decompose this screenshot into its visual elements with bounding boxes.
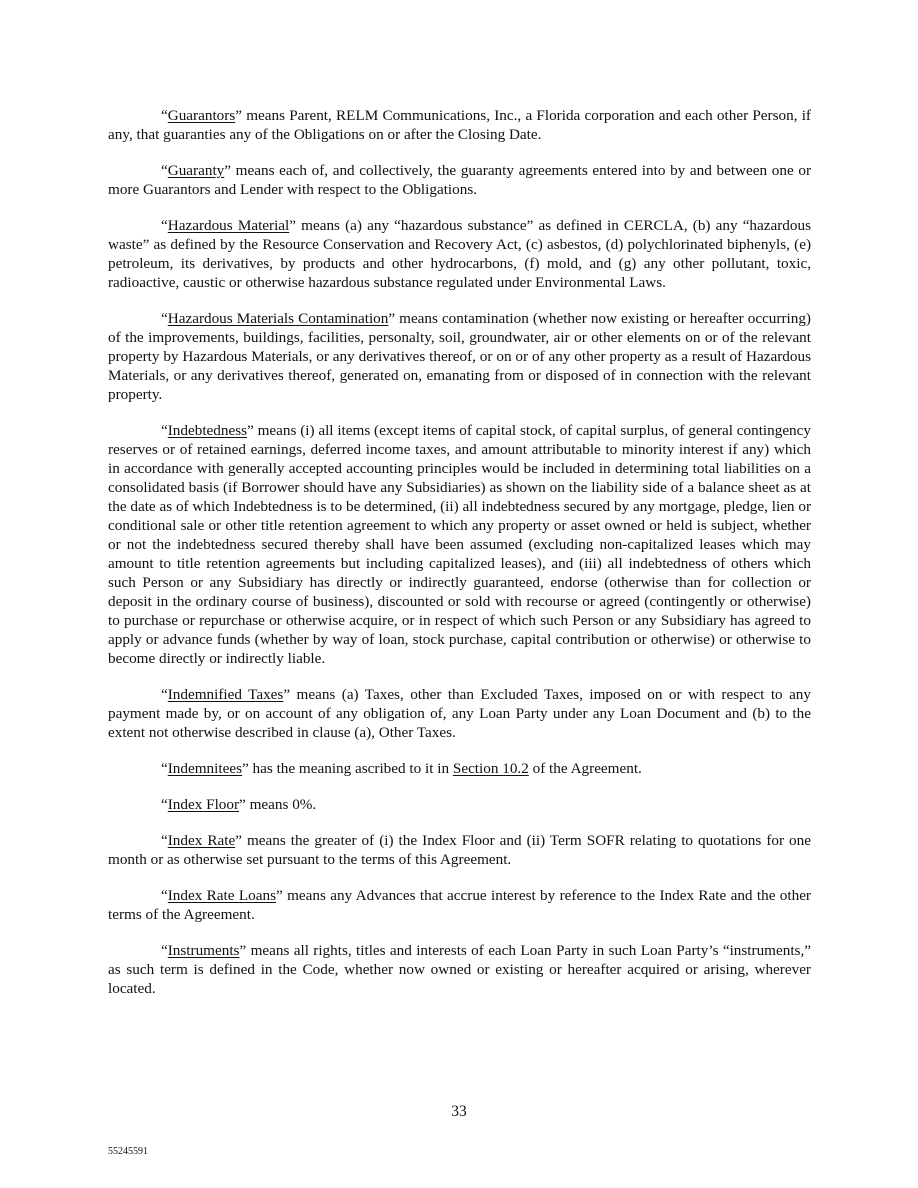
definition-text: means each of, and collectively, the guaranty agreements entered into by and between one or more Guarantors and Lender with respect to the Obligations. — [108, 162, 811, 198]
definition-guaranty: “Guaranty” means each of, and collectively, the guaranty agreements entered into by and between one or more Guarantors and Lender with respect to the Obligations. — [108, 162, 811, 198]
defined-term: Indebtedness — [167, 422, 248, 439]
definition-text: means the greater of (i) the Index Floor and (ii) Term SOFR relating to quotations for one month or as otherwise set pursuant to the terms of this Agreement. — [108, 832, 811, 868]
definition-index-rate: “Index Rate” means the greater of (i) the Index Floor and (ii) Term SOFR relating to quotations for one month or as otherwise set pursuant to the terms of this Agreement. — [108, 832, 811, 868]
defined-term: Indemnified Taxes — [167, 686, 284, 703]
defined-term: Guarantors — [167, 107, 236, 124]
definition-indemnified-taxes: “Indemnified Taxes” means (a) Taxes, other than Excluded Taxes, imposed on or with respect to any payment made by, or on account of any obligation of, any Loan Party under any Loan Document and (b) to the extent not otherwise described in clause (a), Other Taxes. — [108, 686, 811, 741]
defined-term: Index Rate Loans — [167, 887, 276, 904]
definition-index-rate-loans: “Index Rate Loans” means any Advances that accrue interest by reference to the Index Rate and the other terms of the Agreement. — [108, 887, 811, 923]
definition-text: has the meaning ascribed to it in — [248, 760, 453, 777]
definition-text-after: of the Agreement. — [528, 760, 642, 777]
definition-text: means (a) Taxes, other than Excluded Taxes, imposed on or with respect to any payment made by, or on account of any obligation of, any Loan Party under any Loan Document and (b) to the extent not otherwise described in clause (a), Other Taxes. — [108, 686, 811, 741]
defined-term: Indemnitees — [167, 760, 242, 777]
section-reference-link[interactable]: Section 10.2 — [452, 760, 529, 777]
definition-hazardous-material: “Hazardous Material” means (a) any “hazardous substance” as defined in CERCLA, (b) any “hazardous waste” as defined by the Resource Conservation and Recovery Act, (c) asbestos, (d) polychlorinated biphenyls, (e) petroleum, its derivatives, by products and other hydrocarbons, (f) mold, and (g) any other pollutant, toxic, radioactive, caustic or otherwise hazardous substance regulated under Environmental Laws. — [108, 217, 811, 291]
defined-term: Instruments — [167, 942, 240, 959]
defined-term: Hazardous Materials Contamination — [167, 310, 389, 327]
definition-text: means contamination (whether now existing or hereafter occurring) of the improvements, buildings, facilities, personalty, soil, groundwater, air or other elements on or of the relevant property by Hazardous Materials, or any derivatives thereof, or on or of any other property as a result of Hazardous Materials, or any derivatives thereof, generated on, emanating from or disposed of in connection with the relevant property. — [108, 310, 811, 403]
defined-term: Index Floor — [167, 796, 240, 813]
definition-hazardous-materials-contamination: “Hazardous Materials Contamination” means contamination (whether now existing or hereafter occurring) of the improvements, buildings, facilities, personalty, soil, groundwater, air or other elements on or of the relevant property by Hazardous Materials, or any derivatives thereof, or on or of any other property as a result of Hazardous Materials, or any derivatives thereof, generated on, emanating from or disposed of in connection with the relevant property. — [108, 310, 811, 403]
definition-text: means (i) all items (except items of capital stock, of capital surplus, of general contingency reserves or of retained earnings, deferred income taxes, and amount attributable to minority interest if any) which in accordance with generally accepted accounting principles would be included in determining total liabilities on a consolidated basis (if Borrower should have any Subsidiaries) as shown on the liability side of a balance sheet as at the date as of which Indebtedness is to be determined, (ii) all indebtedness secured by any mortgage, pledge, lien or conditional sale or other title retention agreement to which any property or asset owned or held is subject, whether or not the indebtedness secured thereby shall have been assumed (excluding non-capitalized leases which may amount to title retention agreements but including capitalized leases), and (iii) all indebtedness of others which such Person or any Subsidiary has directly or indirectly guaranteed, endorse (otherwise than for collection or deposit in the ordinary course of business), discounted or sold with recourse or agreed (contingently or otherwise) to purchase or repurchase or otherwise acquire, or in respect of which such Person or any Subsidiary has agreed to apply or advance funds (whether by way of loan, stock purchase, capital contribution or otherwise) or otherwise to become directly or indirectly liable. — [108, 422, 811, 667]
page-number: 33 — [451, 1103, 467, 1120]
defined-term: Guaranty — [167, 162, 225, 179]
definition-guarantors: “Guarantors” means Parent, RELM Communications, Inc., a Florida corporation and each other Person, if any, that guaranties any of the Obligations on or after the Closing Date. — [108, 107, 811, 143]
definition-text: means Parent, RELM Communications, Inc., a Florida corporation and each other Person, if any, that guaranties any of the Obligations on or after the Closing Date. — [108, 107, 811, 143]
definition-indebtedness: “Indebtedness” means (i) all items (except items of capital stock, of capital surplus, of general contingency reserves or of retained earnings, deferred income taxes, and amount attributable to minority interest if any) which in accordance with generally accepted accounting principles would be included in determining total liabilities on a consolidated basis (if Borrower should have any Subsidiaries) as shown on the liability side of a balance sheet as at the date as of which Indebtedness is to be determined, (ii) all indebtedness secured by any mortgage, pledge, lien or conditional sale or other title retention agreement to which any property or asset owned or held is subject, whether or not the indebtedness secured thereby shall have been assumed (excluding non-capitalized leases which may amount to title retention agreements but including capitalized leases), and (iii) all indebtedness of others which such Person or any Subsidiary has directly or indirectly guaranteed, endorse (otherwise than for collection or deposit in the ordinary course of business), discounted or sold with recourse or agreed (contingently or otherwise) to purchase or repurchase or otherwise acquire, or in respect of which such Person or any Subsidiary has agreed to apply or advance funds (whether by way of loan, stock purchase, capital contribution or otherwise) or otherwise to become directly or indirectly liable. — [108, 422, 811, 667]
definition-text: means any Advances that accrue interest by reference to the Index Rate and the other terms of the Agreement. — [108, 887, 811, 923]
definition-instruments: “Instruments” means all rights, titles and interests of each Loan Party in such Loan Party’s “instruments,” as such term is defined in the Code, whether now owned or existing or hereafter acquired or arising, wherever located. — [108, 942, 811, 997]
definition-index-floor: “Index Floor” means 0%. — [161, 796, 317, 813]
document-id: 55245591 — [108, 1146, 148, 1157]
definition-text: means 0%. — [245, 796, 317, 813]
definition-text: means (a) any “hazardous substance” as defined in CERCLA, (b) any “hazardous waste” as defined by the Resource Conservation and Recovery Act, (c) asbestos, (d) polychlorinated biphenyls, (e) petroleum, its derivatives, by products and other hydrocarbons, (f) mold, and (g) any other pollutant, toxic, radioactive, caustic or otherwise hazardous substance regulated under Environmental Laws. — [108, 217, 811, 291]
definition-text: means all rights, titles and interests of each Loan Party in such Loan Party’s “instruments,” as such term is defined in the Code, whether now owned or existing or hereafter acquired or arising, wherever located. — [108, 942, 811, 997]
definition-indemnitees: “Indemnitees” has the meaning ascribed to it in Section 10.2 of the Agreement. — [161, 760, 642, 777]
defined-term: Index Rate — [167, 832, 236, 849]
defined-term: Hazardous Material — [167, 217, 290, 234]
document-body — [108, 106, 811, 1015]
